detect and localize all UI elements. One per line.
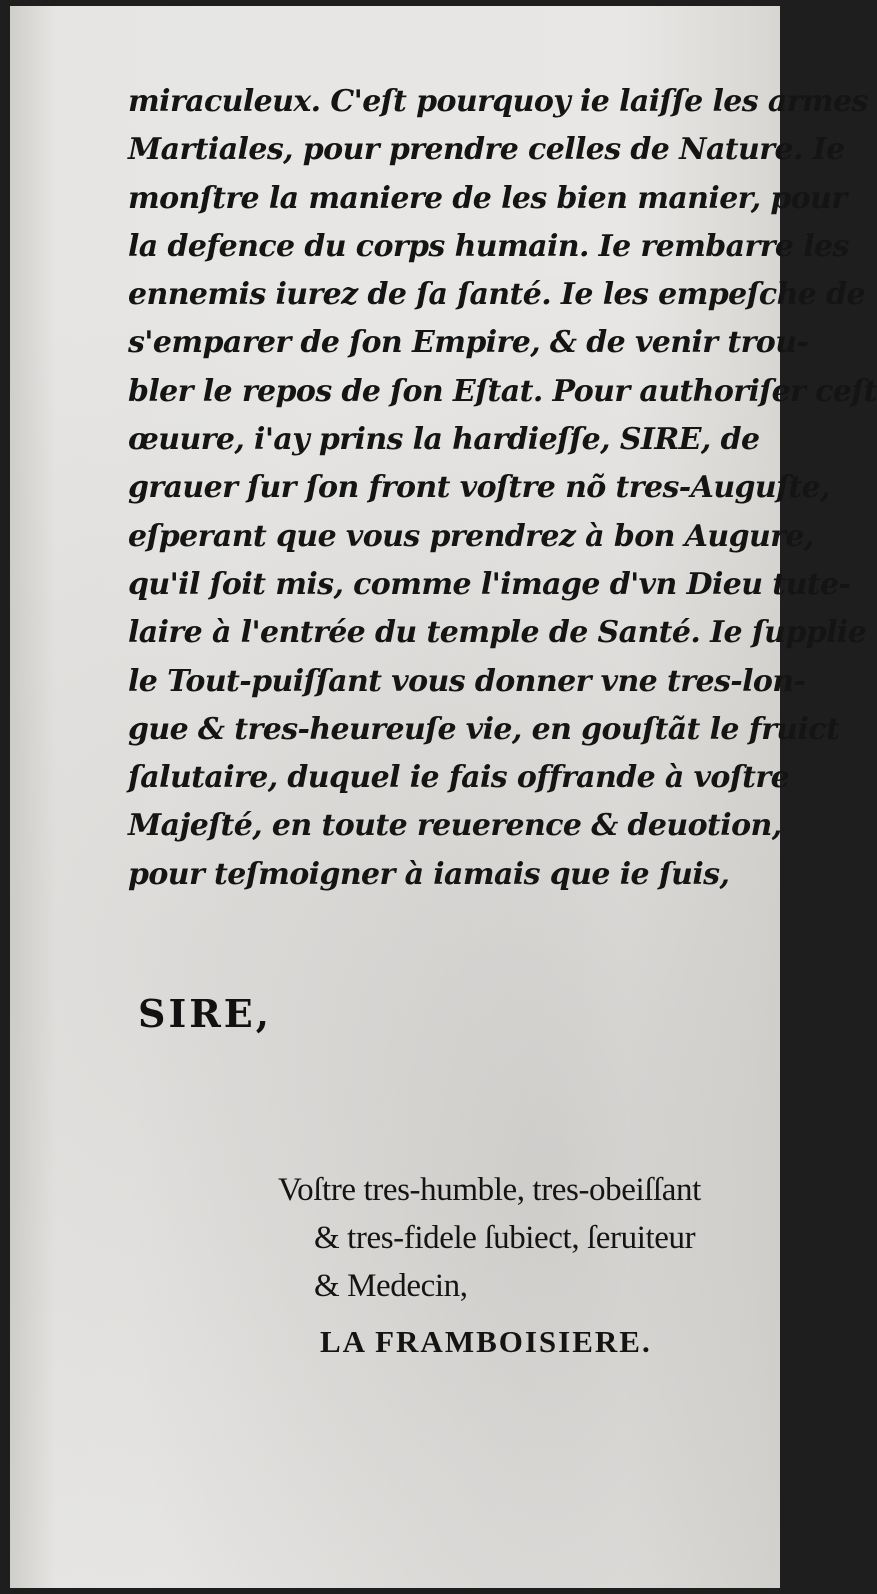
- closing-block: [278, 1166, 753, 1366]
- body-line: laire à l'entrée du temple de Santé. Ie ſupplie: [128, 615, 867, 651]
- body-line: ſalutaire, duquel ie fais offrande à voſtre: [128, 760, 790, 796]
- body-line: Majeſté, en toute reuerence & deuotion,: [128, 808, 782, 844]
- body-line: bler le repos de ſon Eſtat. Pour authoriſer ceſt: [128, 373, 877, 409]
- body-line: Martiales, pour prendre celles de Nature. Ie: [128, 132, 845, 168]
- body-line: la defence du corps humain. Ie rembarre les: [128, 228, 849, 264]
- body-line: s'emparer de ſon Empire, & de venir trou-: [128, 325, 809, 361]
- body-line: qu'il ſoit mis, comme l'image d'vn Dieu tute-: [128, 566, 851, 602]
- signature: LA FRAMBOISIERE.: [320, 1324, 652, 1359]
- body-line: grauer ſur ſon front voſtre nõ tres-Auguſte,: [128, 470, 831, 506]
- body-line: gue & tres-heureuſe vie, en gouſtãt le fruict: [128, 711, 840, 747]
- body-line: miraculeux. C'eſt pourquoy ie laiſſe les armes: [128, 84, 868, 119]
- closing-line: Voſtre tres-humble, tres-obeiſſant: [278, 1172, 701, 1208]
- body-line: pour teſmoigner à iamais que ie ſuis,: [128, 856, 730, 892]
- body-line: monſtre la maniere de les bien manier, pour: [128, 180, 847, 216]
- body-line: eſperant que vous prendrez à bon Augure,: [128, 518, 814, 554]
- book-page: [10, 6, 877, 1588]
- salutation: SIRE,: [138, 991, 272, 1036]
- body-line: œuure, i'ay prins la hardieſſe, SIRE, de: [128, 422, 760, 458]
- closing-line: & Medecin,: [314, 1268, 468, 1304]
- body-line: le Tout-puiſſant vous donner vne tres-lon-: [128, 663, 806, 699]
- closing-line: & tres-fidele ſubiect, ſeruiteur: [314, 1220, 696, 1256]
- body-line: ennemis iurez de ſa ſanté. Ie les empeſche de: [128, 277, 865, 313]
- letter-body: [128, 78, 877, 899]
